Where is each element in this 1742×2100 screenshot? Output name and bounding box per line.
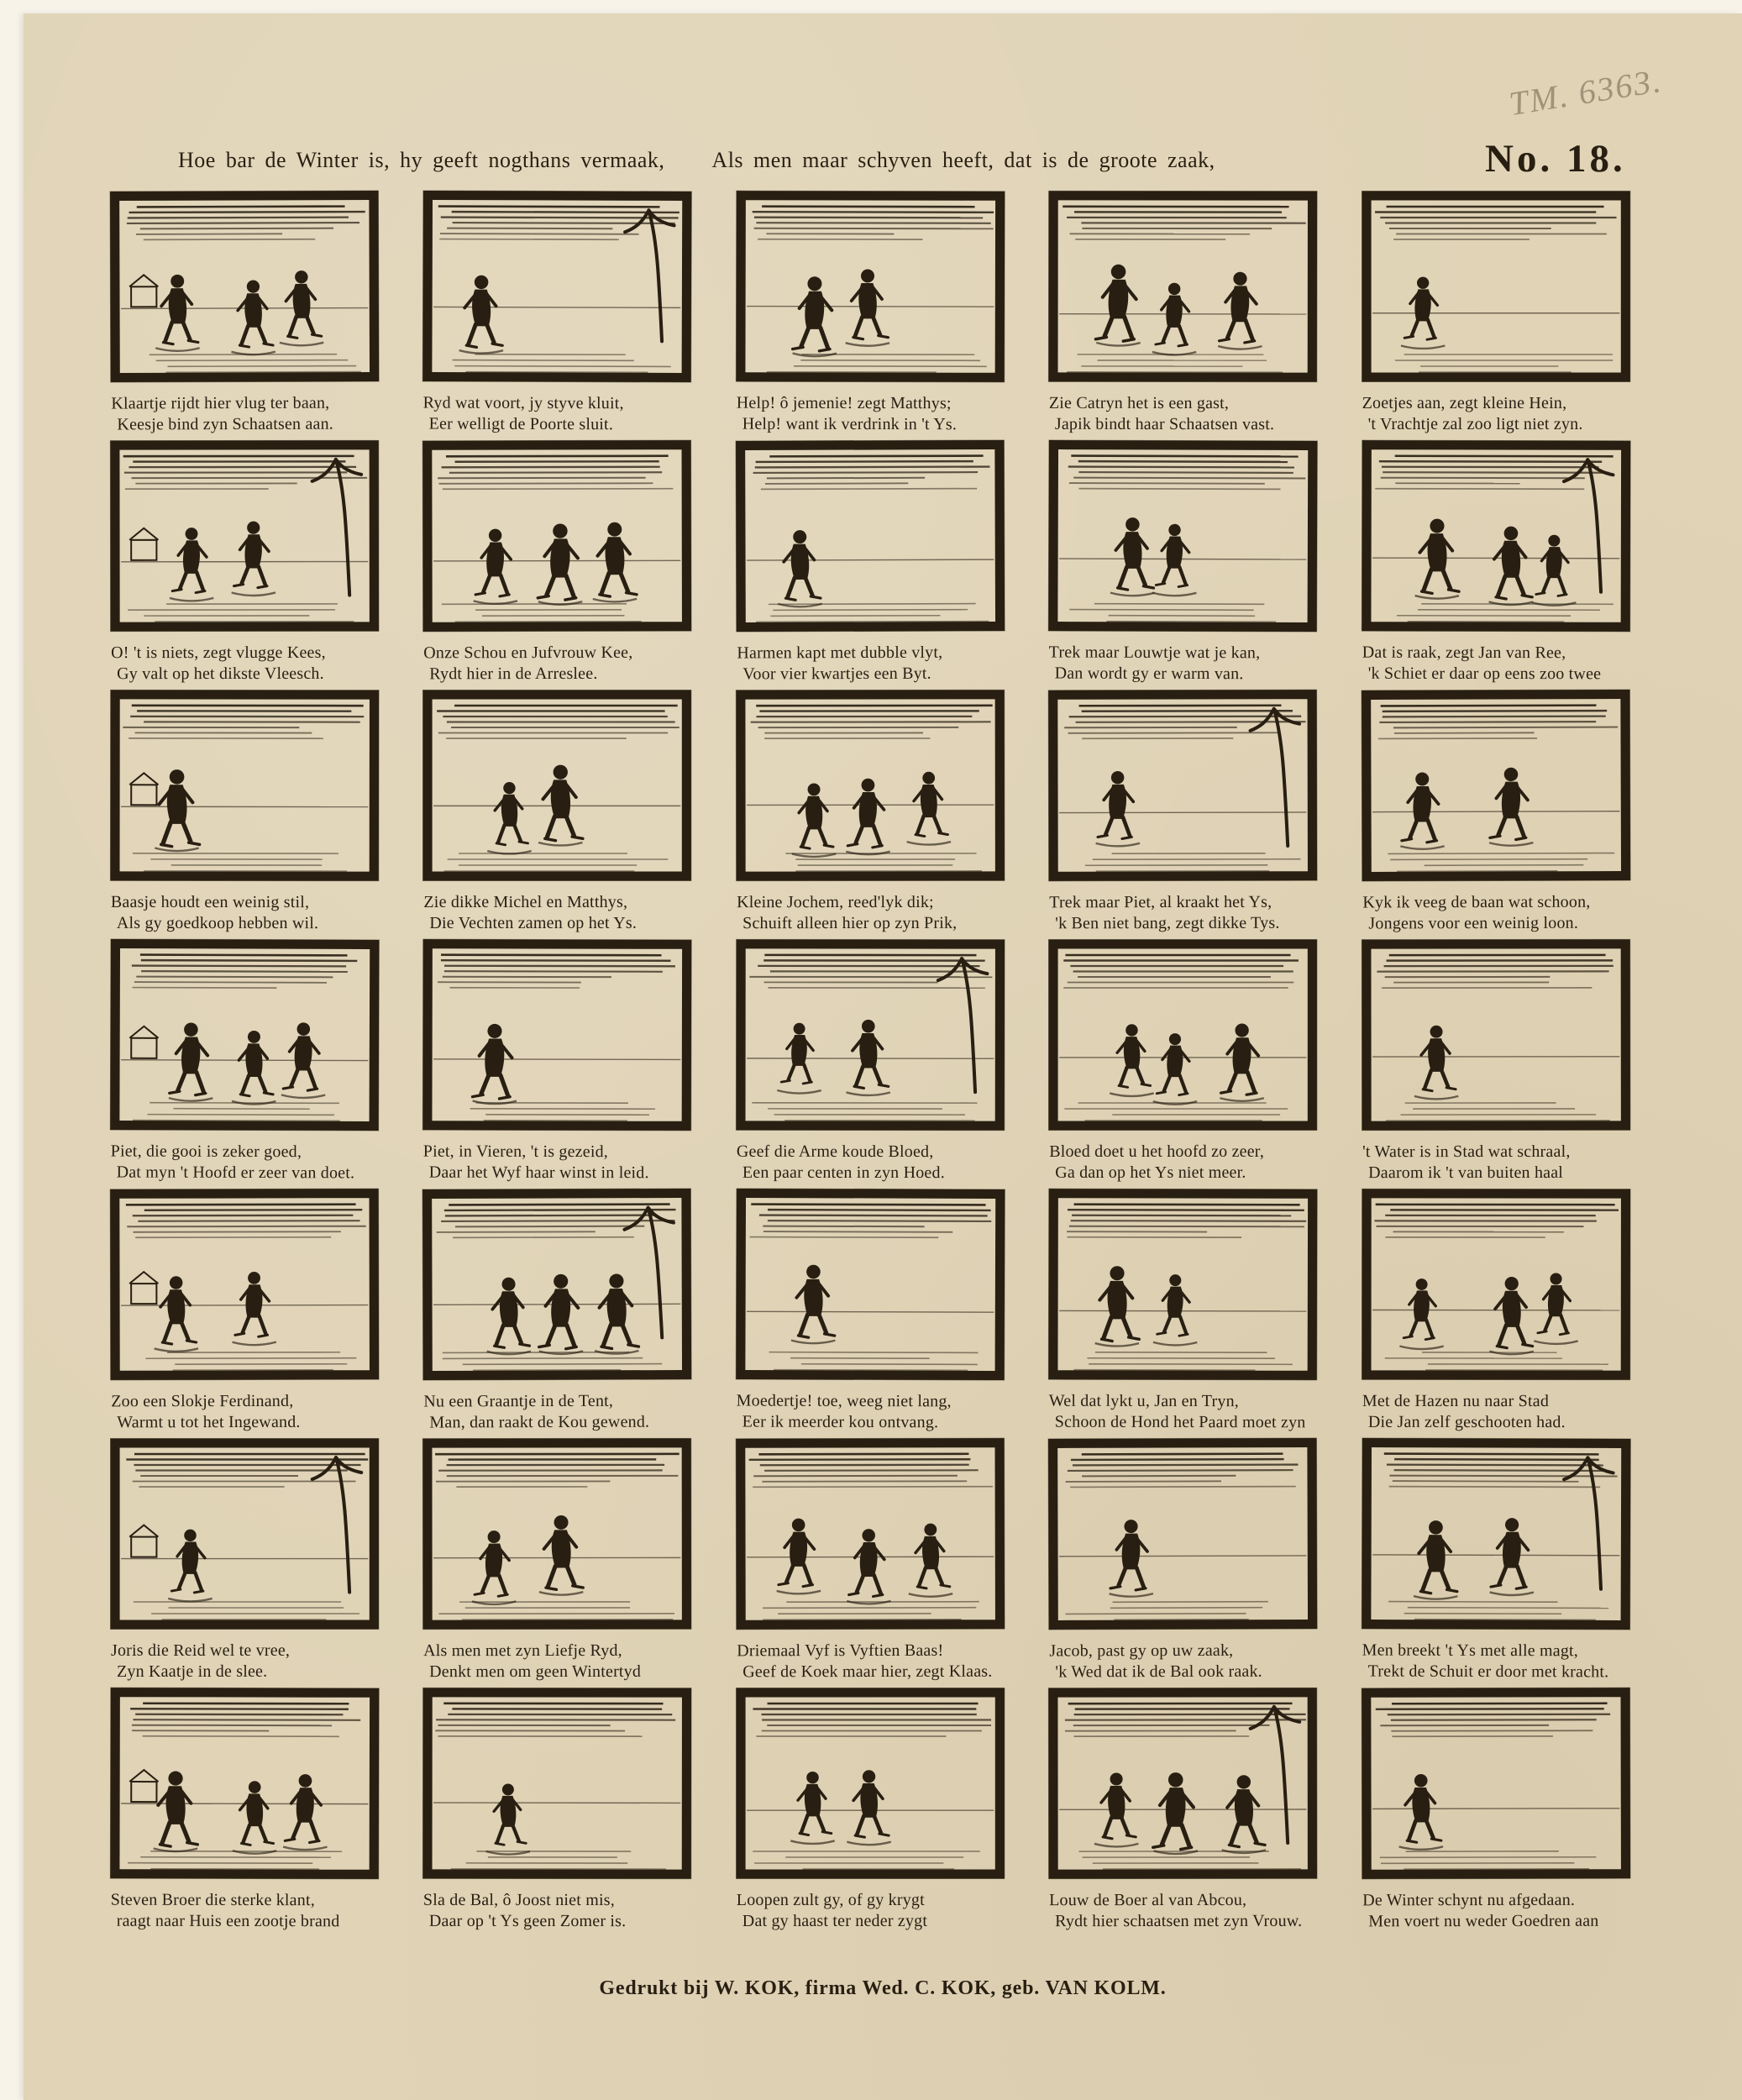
caption-line-1: Loopen zult gy, of gy krygt bbox=[736, 1891, 925, 1909]
caption-line-2: Geef de Koek maar hier, zegt Klaas. bbox=[742, 1662, 993, 1682]
woodcut-image bbox=[1047, 1188, 1319, 1382]
woodcut-panel bbox=[734, 190, 1005, 440]
woodcut-image bbox=[109, 1437, 380, 1630]
caption-line-1: Louw de Boer al van Abcou, bbox=[1049, 1890, 1247, 1910]
woodcut-panel bbox=[109, 1437, 380, 1687]
caption-line-1: Jacob, past gy op uw zaak, bbox=[1049, 1641, 1234, 1661]
panel-caption bbox=[109, 1890, 380, 1933]
woodcut-image bbox=[734, 1437, 1005, 1631]
woodcut-image bbox=[735, 689, 1006, 882]
caption-line-2: raagt naar Huis een zootje brand bbox=[116, 1911, 340, 1931]
panel-caption bbox=[422, 1390, 694, 1433]
caption-line-2: Zyn Kaatje in de slee. bbox=[117, 1662, 268, 1681]
woodcut-panel bbox=[422, 1687, 693, 1936]
panel-caption bbox=[109, 392, 380, 435]
caption-line-1: Piet, die gooi is zeker goed, bbox=[110, 1142, 302, 1162]
caption-line-2: Man, dan raakt de Kou gewend. bbox=[429, 1412, 650, 1432]
woodcut-image bbox=[109, 189, 380, 383]
caption-line-2: Keesje bind zyn Schaatsen aan. bbox=[117, 414, 334, 434]
panel-caption bbox=[422, 1641, 692, 1683]
caption-line-2: Schoon de Hond het Paard moet zyn bbox=[1054, 1412, 1306, 1432]
woodcut-image bbox=[735, 1687, 1005, 1880]
page-title-right: Als men maar schyven heeft, dat is de groote zaak, bbox=[711, 148, 1215, 172]
caption-line-1: Met de Hazen nu naar Stad bbox=[1362, 1391, 1549, 1411]
woodcut-panel bbox=[422, 1187, 693, 1437]
caption-line-2: Die Jan zelf geschooten had. bbox=[1367, 1412, 1566, 1432]
panel-caption bbox=[109, 892, 380, 934]
caption-line-1: Zie dikke Michel en Matthys, bbox=[423, 893, 628, 911]
woodcut-panel bbox=[1360, 688, 1631, 938]
woodcut-panel bbox=[1360, 938, 1631, 1188]
caption-line-2: Eer ik meerder kou ontvang. bbox=[742, 1412, 939, 1432]
woodcut-panel bbox=[422, 938, 693, 1189]
woodcut-panel bbox=[422, 439, 693, 690]
caption-line-2: Denkt men om geen Wintertyd bbox=[429, 1662, 642, 1682]
plate-number: No. 18. bbox=[1485, 137, 1626, 181]
panel-caption bbox=[1047, 1640, 1319, 1683]
panel-caption bbox=[1047, 393, 1318, 435]
caption-line-2: Dat myn 't Hoofd er zeer van doet. bbox=[116, 1163, 355, 1183]
panel-caption bbox=[735, 1641, 1005, 1683]
woodcut-image bbox=[422, 189, 693, 383]
caption-line-2: Help! want ik verdrink in 't Ys. bbox=[742, 414, 957, 434]
caption-line-2: 'k Wed dat ik de Bal ook raak. bbox=[1055, 1662, 1263, 1682]
woodcut-image bbox=[1047, 438, 1319, 633]
caption-line-1: Bloed doet u het hoofd zo zeer, bbox=[1049, 1142, 1265, 1161]
woodcut-image bbox=[1360, 938, 1631, 1131]
panel-caption bbox=[109, 643, 380, 685]
caption-line-1: Baasje houdt een weinig stil, bbox=[110, 892, 310, 912]
woodcut-image bbox=[1360, 688, 1631, 882]
woodcut-panel bbox=[109, 189, 380, 439]
woodcut-panel bbox=[1047, 938, 1318, 1188]
caption-line-2: Warmt u tot het Ingewand. bbox=[117, 1412, 301, 1432]
woodcut-panel bbox=[1047, 190, 1319, 439]
caption-line-1: Sla de Bal, ô Joost niet mis, bbox=[423, 1890, 616, 1910]
panel-caption bbox=[1360, 1640, 1631, 1683]
panel-caption bbox=[1047, 892, 1319, 935]
caption-line-1: Trek maar Piet, al kraakt het Ys, bbox=[1049, 892, 1272, 912]
woodcut-panel bbox=[1047, 438, 1319, 689]
woodcut-panel bbox=[734, 1187, 1005, 1437]
woodcut-panel bbox=[1360, 1436, 1631, 1687]
caption-line-2: 'k Ben niet bang, zegt dikke Tys. bbox=[1055, 913, 1280, 933]
caption-line-1: Zoo een Slokje Ferdinand, bbox=[111, 1391, 294, 1411]
woodcut-image bbox=[735, 1187, 1006, 1381]
woodcut-panel bbox=[734, 438, 1005, 689]
panel-caption bbox=[422, 892, 692, 934]
panel-caption bbox=[422, 1142, 693, 1184]
panel-caption bbox=[109, 1141, 380, 1184]
caption-line-1: De Winter schynt nu afgedaan. bbox=[1362, 1890, 1575, 1910]
caption-line-2: Die Vechten zamen op het Ys. bbox=[429, 914, 638, 932]
woodcut-image bbox=[1361, 1188, 1632, 1381]
panel-caption bbox=[1361, 891, 1632, 934]
woodcut-image bbox=[422, 439, 693, 633]
woodcut-panel bbox=[735, 1687, 1005, 1936]
caption-line-2: Trekt de Schuit er door met kracht. bbox=[1367, 1662, 1608, 1682]
page-title-left: Hoe bar de Winter is, hy geeft nogthans vermaak, bbox=[178, 148, 665, 172]
woodcut-image bbox=[1047, 1687, 1319, 1880]
caption-line-1: Steven Broer die sterke klant, bbox=[110, 1890, 315, 1910]
panel-caption bbox=[1361, 393, 1631, 435]
panel-caption bbox=[734, 393, 1005, 436]
caption-line-2: Een paar centen in zyn Hoed. bbox=[742, 1163, 945, 1183]
caption-line-2: Schuift alleen hier op zyn Prik, bbox=[742, 913, 958, 933]
woodcut-panel bbox=[109, 937, 380, 1188]
print-page bbox=[24, 13, 1742, 2100]
woodcut-panel bbox=[1047, 1188, 1319, 1438]
woodcut-image bbox=[735, 190, 1006, 384]
page-title bbox=[178, 148, 1396, 173]
caption-line-1: Trek maar Louwtje wat je kan, bbox=[1048, 643, 1261, 663]
woodcut-image bbox=[1360, 1436, 1631, 1630]
caption-line-2: 'k Schiet er daar op eens zoo twee bbox=[1367, 664, 1601, 684]
panel-caption bbox=[109, 1641, 380, 1683]
woodcut-panel bbox=[422, 189, 693, 439]
woodcut-image bbox=[1047, 689, 1319, 883]
caption-line-1: Zie Catryn het is een gast, bbox=[1049, 393, 1230, 413]
woodcut-image bbox=[109, 937, 380, 1131]
caption-line-1: Als men met zyn Liefje Ryd, bbox=[423, 1641, 623, 1661]
caption-line-1: Ryd wat voort, jy styve kluit, bbox=[423, 393, 625, 413]
panel-caption bbox=[1361, 1890, 1631, 1933]
woodcut-panel bbox=[1360, 1188, 1631, 1437]
woodcut-panel bbox=[735, 689, 1006, 938]
woodcut-panel bbox=[1360, 1687, 1631, 1937]
woodcut-image bbox=[109, 1687, 380, 1881]
woodcut-image bbox=[109, 439, 380, 633]
caption-line-1: Wel dat lykt u, Jan en Tryn, bbox=[1048, 1391, 1240, 1411]
caption-line-2: Voor vier kwartjes een Byt. bbox=[742, 664, 931, 684]
panels-grid bbox=[109, 190, 1631, 1936]
caption-line-2: Japik bindt haar Schaatsen vast. bbox=[1055, 414, 1275, 434]
caption-line-2: Ga dan op het Ys niet meer. bbox=[1055, 1163, 1246, 1182]
panel-caption bbox=[1360, 643, 1630, 685]
woodcut-panel bbox=[109, 1687, 380, 1937]
caption-line-1: Zoetjes aan, zegt kleine Hein, bbox=[1362, 394, 1567, 412]
caption-line-1: Men breekt 't Ys met alle magt, bbox=[1362, 1641, 1578, 1661]
caption-line-1: Dat is raak, zegt Jan van Ree, bbox=[1362, 643, 1566, 663]
woodcut-image bbox=[422, 1437, 693, 1630]
woodcut-image bbox=[422, 689, 692, 882]
caption-line-1: Moedertje! toe, weeg niet lang, bbox=[736, 1391, 952, 1411]
woodcut-image bbox=[734, 438, 1005, 633]
panel-caption bbox=[1047, 1890, 1318, 1932]
panel-caption bbox=[109, 1391, 380, 1434]
imprint: Gedrukt bij W. KOK, firma Wed. C. KOK, geb. VAN KOLM. bbox=[599, 1977, 1167, 1999]
woodcut-image bbox=[1361, 190, 1631, 383]
caption-line-1: Harmen kapt met dubble vlyt, bbox=[737, 643, 943, 663]
panel-caption bbox=[735, 892, 1005, 934]
woodcut-image bbox=[1047, 190, 1319, 383]
caption-line-2: Daarom ik 't van buiten haal bbox=[1367, 1163, 1563, 1183]
caption-line-1: Help! ô jemenie! zegt Matthys; bbox=[736, 393, 952, 413]
woodcut-panel bbox=[109, 689, 380, 938]
caption-line-2: Als gy goedkoop hebben wil. bbox=[116, 913, 319, 933]
caption-line-1: Kleine Jochem, reed'lyk dik; bbox=[736, 892, 934, 912]
woodcut-panel bbox=[1361, 190, 1631, 439]
woodcut-panel bbox=[109, 1188, 380, 1438]
panel-caption bbox=[1047, 1142, 1318, 1184]
panel-caption bbox=[735, 642, 1006, 685]
woodcut-panel bbox=[1047, 689, 1319, 939]
panel-caption bbox=[1360, 1391, 1630, 1433]
woodcut-panel bbox=[735, 938, 1006, 1188]
panel-caption bbox=[422, 643, 694, 685]
pencil-annotation: TM. 6363. bbox=[1506, 60, 1665, 123]
caption-line-2: Rydt hier in de Arreslee. bbox=[429, 664, 598, 684]
panel-caption bbox=[734, 1390, 1005, 1433]
woodcut-image bbox=[109, 1188, 380, 1382]
woodcut-image bbox=[422, 1687, 693, 1880]
panel-caption bbox=[1361, 1142, 1631, 1184]
panel-caption bbox=[1047, 642, 1319, 685]
woodcut-panel bbox=[109, 439, 380, 689]
woodcut-image bbox=[1047, 1436, 1319, 1630]
panel-caption bbox=[422, 1890, 692, 1932]
woodcut-panel bbox=[1047, 1687, 1319, 1936]
woodcut-panel bbox=[422, 689, 692, 938]
woodcut-image bbox=[422, 938, 693, 1132]
caption-line-2: 't Vrachtje zal zoo ligt niet zyn. bbox=[1367, 415, 1583, 433]
woodcut-panel bbox=[1047, 1436, 1319, 1687]
caption-line-1: Joris die Reid wel te vree, bbox=[111, 1641, 291, 1660]
caption-line-2: Dan wordt gy er warm van. bbox=[1054, 664, 1244, 684]
caption-line-1: 't Water is in Stad wat schraal, bbox=[1362, 1142, 1571, 1162]
caption-line-2: Rydt hier schaatsen met zyn Vrouw. bbox=[1055, 1911, 1303, 1931]
woodcut-panel bbox=[734, 1437, 1005, 1688]
woodcut-image bbox=[1360, 1687, 1631, 1881]
panel-caption bbox=[735, 1142, 1005, 1184]
caption-line-1: Onze Schou en Jufvrouw Kee, bbox=[423, 643, 633, 663]
caption-line-1: Nu een Graantje in de Tent, bbox=[423, 1391, 614, 1411]
woodcut-image bbox=[735, 938, 1006, 1131]
woodcut-panel bbox=[1360, 439, 1631, 690]
caption-line-1: Driemaal Vyf is Vyftien Baas! bbox=[736, 1641, 944, 1661]
caption-line-2: Eer welligt de Poorte sluit. bbox=[428, 414, 614, 434]
woodcut-panel bbox=[422, 1437, 693, 1687]
panel-caption bbox=[735, 1890, 1005, 1932]
caption-line-2: Men voert nu weder Goedren aan bbox=[1367, 1911, 1599, 1931]
panel-caption bbox=[422, 392, 693, 435]
woodcut-image bbox=[1047, 938, 1318, 1131]
caption-line-2: Gy valt op het dikste Vleesch. bbox=[117, 664, 324, 684]
caption-line-2: Daar op 't Ys geen Zomer is. bbox=[429, 1911, 627, 1931]
woodcut-image bbox=[1360, 439, 1631, 633]
caption-line-1: O! 't is niets, zegt vlugge Kees, bbox=[111, 643, 326, 663]
caption-line-2: Daar het Wyf haar winst in leid. bbox=[429, 1163, 650, 1183]
caption-line-1: Klaartje rijdt hier vlug ter baan, bbox=[111, 393, 330, 413]
caption-line-2: Dat gy haast ter neder zygt bbox=[742, 1912, 928, 1930]
panel-caption bbox=[1047, 1391, 1319, 1434]
woodcut-image bbox=[109, 689, 380, 882]
woodcut-image bbox=[422, 1187, 693, 1381]
caption-line-1: Kyk ik veeg de baan wat schoon, bbox=[1362, 892, 1591, 912]
caption-line-1: Piet, in Vieren, 't is gezeid, bbox=[423, 1142, 609, 1162]
caption-line-1: Geef die Arme koude Bloed, bbox=[736, 1142, 934, 1162]
caption-line-2: Jongens voor een weinig loon. bbox=[1367, 913, 1578, 933]
